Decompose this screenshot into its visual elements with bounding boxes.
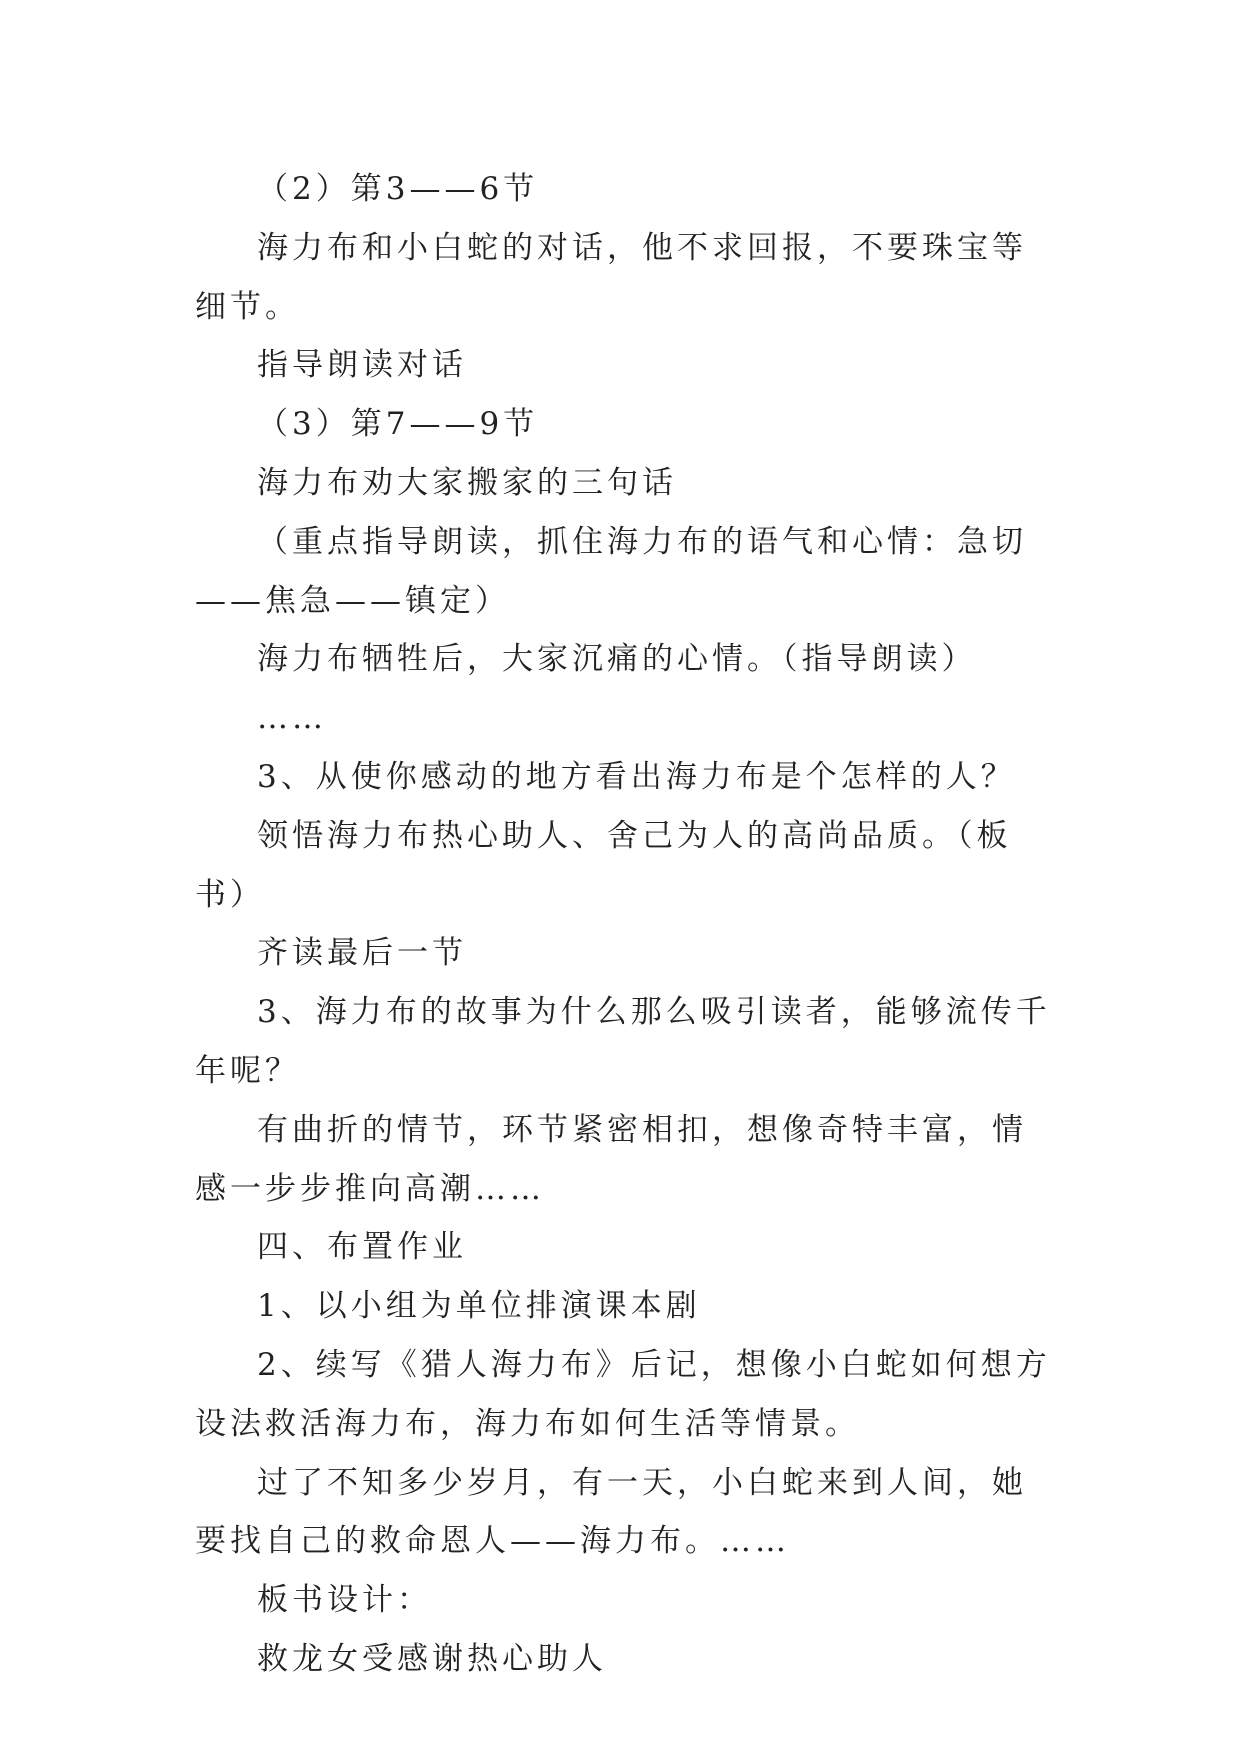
document-body xyxy=(195,160,1055,1689)
ellipsis: …… xyxy=(257,700,327,737)
paragraph: 海力布和小白蛇的对话，他不求回报，不要珠宝等细节。 xyxy=(195,229,1027,325)
section-heading-part-2: （2）第3——6节 xyxy=(257,171,539,207)
paragraph: 海力布劝大家搬家的三句话 xyxy=(257,464,677,501)
homework-item: 1、以小组为单位排演课本剧 xyxy=(257,1288,701,1325)
paragraph: 海力布牺牲后，大家沉痛的心情。（指导朗读） xyxy=(257,641,977,678)
section-heading-part-3: （3）第7——9节 xyxy=(257,406,539,443)
paragraph: 齐读最后一节 xyxy=(257,935,467,972)
paragraph: 有曲折的情节，环节紧密相扣，想像奇特丰富，情感一步步推向高潮…… xyxy=(195,1111,1027,1207)
section-heading-board-design: 板书设计： xyxy=(257,1582,432,1619)
paragraph: （重点指导朗读，抓住海力布的语气和心情：急切——焦急——镇定） xyxy=(195,523,1027,619)
question: 3、从使你感动的地方看出海力布是个怎样的人？ xyxy=(257,758,1016,795)
paragraph: 指导朗读对话 xyxy=(257,347,467,384)
section-heading-homework: 四、布置作业 xyxy=(257,1229,467,1266)
paragraph: 过了不知多少岁月，有一天，小白蛇来到人间，她要找自己的救命恩人——海力布。…… xyxy=(195,1464,1027,1560)
question: 3、海力布的故事为什么那么吸引读者，能够流传千年呢？ xyxy=(195,994,1051,1089)
paragraph: 救龙女受感谢热心助人 xyxy=(257,1640,607,1677)
paragraph: 领悟海力布热心助人、舍己为人的高尚品质。（板书） xyxy=(195,817,1012,913)
homework-item: 2、续写《猎人海力布》后记，想像小白蛇如何想方设法救活海力布，海力布如何生活等情景。 xyxy=(195,1346,1051,1442)
